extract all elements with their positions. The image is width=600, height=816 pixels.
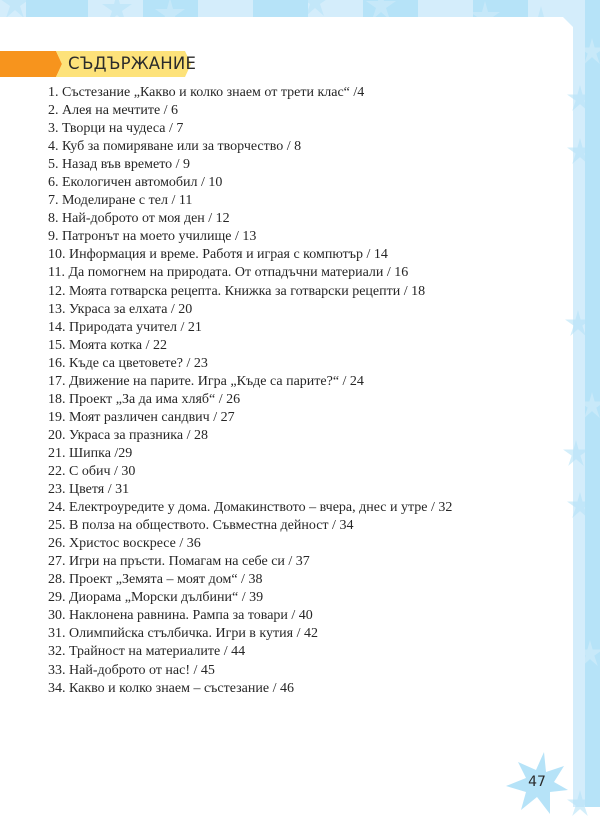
star-icon	[579, 392, 600, 418]
toc-item: 15. Моята котка / 22	[48, 337, 167, 353]
band-block	[198, 0, 253, 17]
toc-item: 19. Моят различен сандвич / 27	[48, 409, 235, 425]
star-icon	[563, 440, 589, 466]
toc-item: 4. Куб за помиряване или за творчество / 8	[48, 139, 302, 155]
toc-item: 26. Христос воскресе / 36	[48, 536, 201, 552]
toc-item: 17. Движение на парите. Игра „Къде са парите?“ / 24	[48, 373, 364, 389]
toc-item: 16. Къде са цветовете? / 23	[48, 355, 208, 371]
toc-item: 25. В полза на обществото. Съвместна дейност / 34	[48, 518, 354, 534]
toc-item: 33. Най-доброто от нас! / 45	[48, 662, 215, 678]
star-icon	[577, 640, 600, 666]
toc-item: 8. Най-доброто от моя ден / 12	[48, 211, 230, 227]
toc-item: 23. Цветя / 31	[48, 482, 130, 498]
star-icon	[567, 138, 593, 164]
toc-item: 24. Електроуредите у дома. Домакинството – вчера, днес и утре / 32	[48, 500, 453, 516]
star-icon	[102, 0, 132, 17]
toc-item: 5. Назад във времето / 9	[48, 157, 191, 173]
star-icon	[567, 85, 593, 111]
star-icon	[565, 310, 591, 336]
toc-item: 34. Какво и колко знаем – състезание / 46	[48, 680, 294, 696]
table-of-contents	[48, 84, 452, 698]
band-block	[26, 0, 88, 17]
star-icon	[0, 0, 30, 17]
star-icon	[155, 0, 185, 17]
toc-item: 27. Игри на пръсти. Помагам на себе си / 37	[48, 554, 310, 570]
toc-item: 32. Трайност на материалите / 44	[48, 644, 246, 660]
star-icon	[567, 492, 593, 518]
toc-item: 9. Патронът на моето училище / 13	[48, 229, 257, 245]
toc-item: 11. Да помогнем на природата. От отпадъчни материали / 16	[48, 265, 409, 281]
star-icon	[579, 38, 600, 64]
toc-item: 3. Творци на чудеса / 7	[48, 121, 184, 137]
toc-item: 1. Състезание „Какво и колко знаем от трети клас“ /4	[48, 85, 365, 100]
toc-item: 21. Шипка /29	[48, 445, 133, 461]
contents-heading-banner	[0, 51, 195, 77]
toc-item: 20. Украса за празника / 28	[48, 427, 208, 443]
toc-item: 30. Наклонена равнина. Рампа за товари / 40	[48, 608, 313, 624]
star-icon	[300, 0, 330, 16]
toc-item: 7. Моделиране с тел / 11	[48, 193, 193, 209]
page-number: 47	[528, 774, 546, 790]
toc-item: 22. С обич / 30	[48, 463, 136, 479]
toc-item: 29. Диорама „Морски дълбини“ / 39	[48, 590, 264, 606]
toc-item: 14. Природата учител / 21	[48, 319, 202, 335]
right-decorative-strip	[573, 0, 600, 807]
toc-item: 10. Информация и време. Работя и играя с компютър / 14	[48, 247, 388, 263]
toc-item: 28. Проект „Земята – моят дом“ / 38	[48, 572, 263, 588]
page-corner-cut	[563, 17, 573, 27]
toc-item: 13. Украса за елхата / 20	[48, 301, 193, 317]
band-block	[418, 0, 473, 17]
star-icon	[470, 1, 500, 17]
toc-item: 12. Моята готварска рецепта. Книжка за готварски рецепти / 18	[48, 283, 426, 299]
toc-item: 6. Екологичен автомобил / 10	[48, 175, 223, 191]
star-icon	[366, 0, 396, 17]
star-icon	[526, 6, 556, 17]
toc-item: 18. Проект „За да има хляб“ / 26	[48, 391, 241, 407]
star-icon	[567, 790, 593, 816]
top-decorative-band	[0, 0, 600, 17]
toc-item: 2. Алея на мечтите / 6	[48, 103, 179, 119]
page-title: СЪДЪРЖАНИЕ	[68, 54, 197, 73]
toc-item: 31. Олимпийска стълбичка. Игри в кутия / 42	[48, 626, 318, 642]
